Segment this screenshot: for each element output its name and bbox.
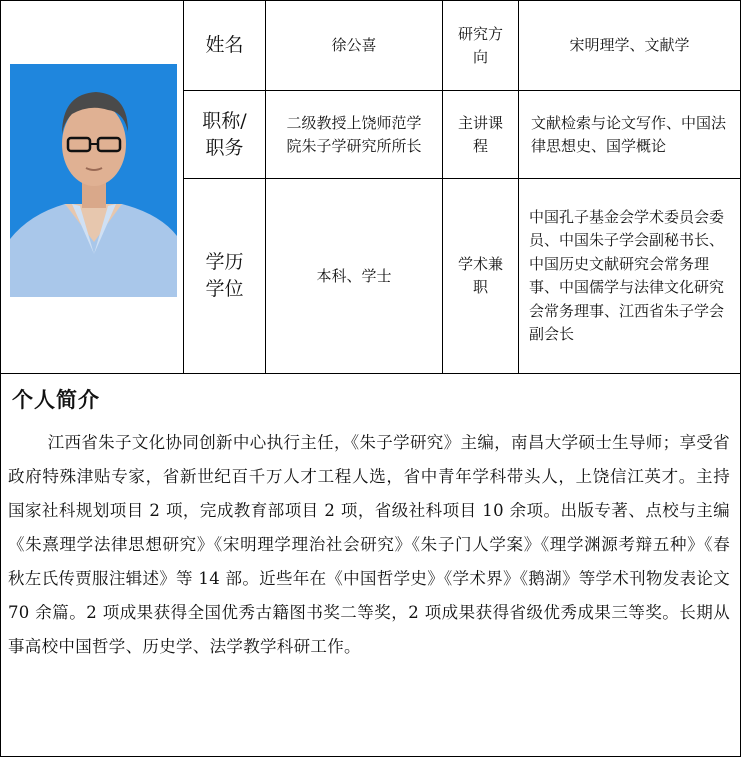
portrait-photo [10,64,177,297]
degree-label: 学历学位 [205,251,244,300]
direction-label: 研究方向 [457,24,503,66]
academic-value: 中国孔子基金会学术委员会委员、中国朱子学会副秘书长、中国历史文献研究会常务理事、中国儒学与法律文化研究会常务理事、江西省朱子学会副会长 [529,207,725,343]
bio-text: 江西省朱子文化协同创新中心执行主任，《朱子学研究》主编，南昌大学硕士生导师；享受省政府特殊津贴专家，省新世纪百千万人才工程人选，省中青年学科带头人，上饶信江英才。主持国家社科规划项目 2 项，完成教育部项目 2 项，省级社科项目 10 余项。出版专著、点校与主编《朱熹理学法律思想研究》《宋明理学理治社会研究》《朱子门人学案》《理学渊源考辩五种》《春秋左氏传贾服注辑述》等 14 部。近些年在《中国哲学史》《学术界》《鹅湖》等学术刊物发表论文 70 余篇。2 项成果获得全国优秀古籍图书奖二等奖，2 项成果获得省级优秀成果三等奖。长期从事高校中国哲学、历史学、法学教学科研工作。 [8,433,730,656]
direction-value: 宋明理学、文献学 [569,36,690,54]
title-label: 职称/职务 [202,109,247,159]
degree-value: 本科、学士 [316,266,392,285]
title-value: 二级教授上饶师范学院朱子学研究所所长 [286,113,422,155]
course-value: 文献检索与论文写作、中国法律思想史、国学概论 [531,113,727,155]
name-value: 徐公喜 [331,36,377,54]
name-label: 姓名 [205,34,244,56]
bio-title: 个人简介 [12,388,100,412]
academic-label: 学术兼职 [457,255,503,296]
course-label: 主讲课程 [457,113,503,155]
grid-line [0,373,740,374]
